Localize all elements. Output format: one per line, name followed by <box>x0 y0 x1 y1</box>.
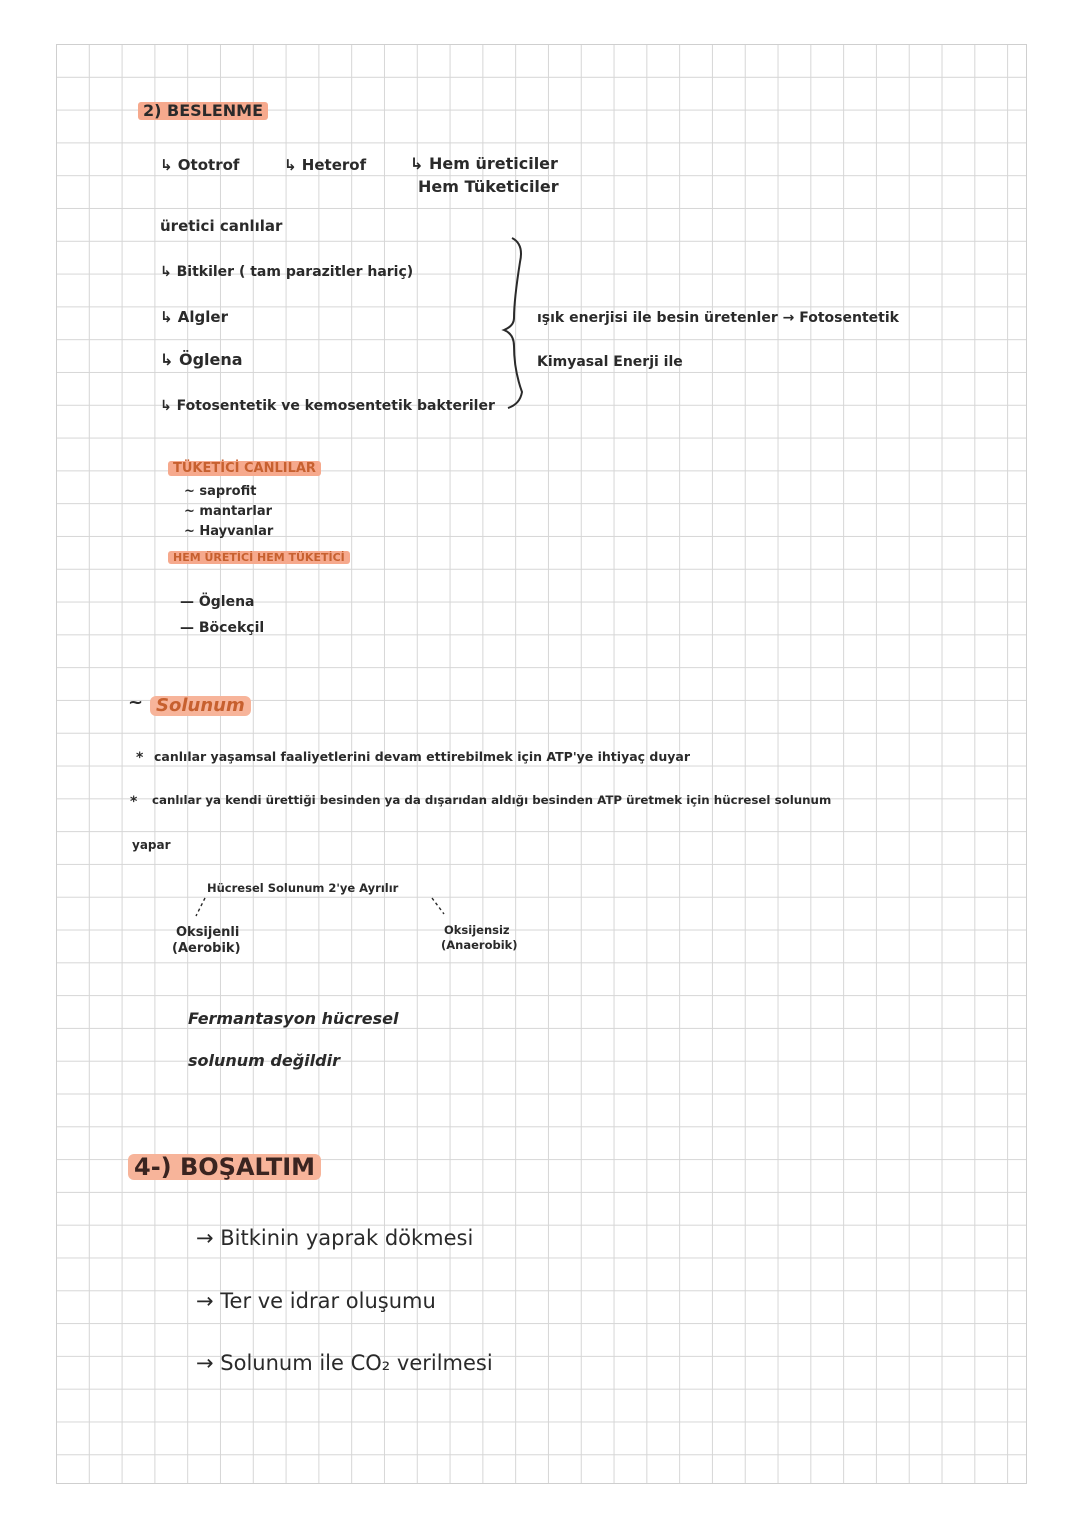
type-both-line2: Hem Tüketiciler <box>418 177 559 196</box>
section-title-solunum: Solunum <box>150 696 251 716</box>
excretion-item: → Solunum ile CO₂ verilmesi <box>196 1351 493 1375</box>
producer-item: ↳ Algler <box>160 308 228 326</box>
aerobic-sub: (Aerobik) <box>172 941 241 956</box>
respiration-line-3: yapar <box>132 838 171 852</box>
type-heterof: ↳ Heterof <box>284 156 367 174</box>
producer-item: ↳ Bitkiler ( tam parazitler hariç) <box>160 264 414 280</box>
consumer-item: ~ mantarlar <box>184 504 273 519</box>
both-item: — Böcekçil <box>180 620 265 636</box>
respiration-line-1: canlılar yaşamsal faaliyetlerini devam ettirebilmek için ATP'ye ihtiyaç duyar <box>154 749 691 764</box>
both-item: — Öglena <box>180 594 255 610</box>
type-ototrof: ↳ Ototrof <box>160 156 240 174</box>
type-both-line1: ↳ Hem üreticiler <box>410 154 558 173</box>
excretion-item: → Bitkinin yaprak dökmesi <box>196 1226 474 1250</box>
section-title-beslenme: 2) BESLENME <box>138 102 268 120</box>
fermentation-line-2: solunum değildir <box>188 1051 340 1070</box>
both-title: HEM ÜRETİCİ HEM TÜKETİCİ <box>168 551 350 564</box>
aerobic-label: Oksijenli <box>176 925 240 940</box>
bullet-star-icon: * <box>136 750 144 766</box>
fermentation-line-1: Fermantasyon hücresel <box>188 1009 399 1028</box>
excretion-item: → Ter ve idrar oluşumu <box>196 1289 436 1313</box>
producer-item: ↳ Öglena <box>160 350 243 369</box>
consumer-item: ~ Hayvanlar <box>184 524 274 539</box>
anaerobic-label: Oksijensiz <box>444 923 510 937</box>
split-title: Hücresel Solunum 2'ye Ayrılır <box>207 881 399 895</box>
brace-note-photosynthetic: ışık enerjisi ile besin üretenler → Fotosentetik <box>537 310 899 326</box>
tilde-mark: ~ <box>128 692 144 713</box>
anaerobic-sub: (Anaerobik) <box>441 938 518 952</box>
producers-label: üretici canlılar <box>160 217 283 235</box>
brace-note-chemosynthetic: Kimyasal Enerji ile <box>537 354 683 370</box>
respiration-line-2: canlılar ya kendi ürettiği besinden ya da dışarıdan aldığı besinden ATP üretmek için hücresel solunum <box>152 793 832 807</box>
bullet-star-icon: * <box>130 794 138 810</box>
producer-item: ↳ Fotosentetik ve kemosentetik bakteriler <box>160 398 495 414</box>
section-title-bosaltim: 4-) BOŞALTIM <box>128 1154 321 1180</box>
consumers-title: TÜKETİCİ CANLILAR <box>168 461 321 476</box>
consumer-item: ~ saprofit <box>184 484 257 499</box>
